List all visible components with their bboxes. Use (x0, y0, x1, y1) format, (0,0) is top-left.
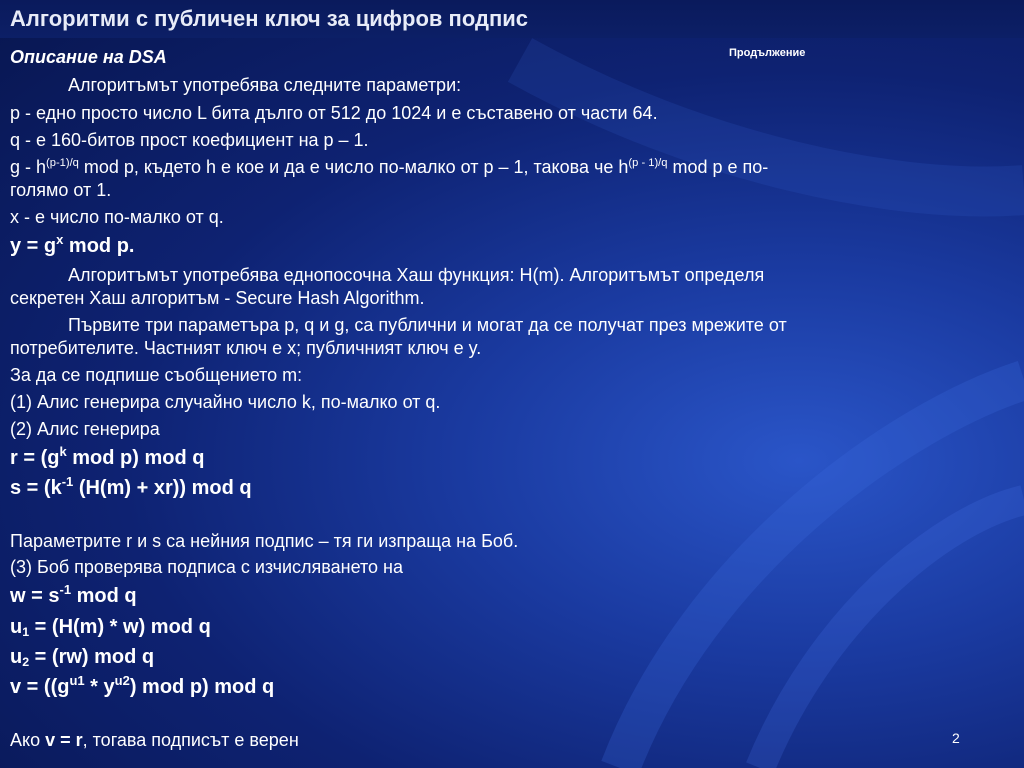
formula-s (10, 474, 252, 499)
text-line: x - е число по-малко от q. (10, 207, 224, 227)
subscript: 1 (22, 625, 30, 640)
formula-r (10, 444, 205, 469)
formula-fragment: (H(m) + xr)) mod q (73, 477, 252, 499)
bold-fragment: v = r (45, 730, 83, 750)
text-line: Първите три параметъра p, q и g, са публични и могат да се получат през мрежите от (68, 315, 787, 335)
formula-fragment: u (10, 616, 23, 638)
slide-subtitle: Описание на DSA (10, 47, 167, 67)
formula-fragment: y = g (10, 235, 57, 257)
formula-fragment: v = ((g (10, 676, 70, 698)
conclusion-line (10, 730, 299, 751)
text-line: (2) Алис генерира (10, 419, 160, 439)
exponent: (p-1)/q (46, 156, 79, 169)
formula-fragment: u (10, 646, 23, 668)
formula-fragment: ) mod p) mod q (129, 676, 275, 698)
continued-label: Продължение (729, 47, 806, 59)
text-line: (1) Алис генерира случайно число k, по-малко от q. (10, 392, 441, 412)
exponent: u1 (69, 673, 85, 689)
slide-title: Алгоритми с публичен ключ за цифров подпис (10, 6, 528, 31)
text-line-g-definition (10, 157, 768, 178)
formula-fragment: r = (g (10, 447, 60, 469)
text-line: Параметрите r и s са нейния подпис – тя ги изпраща на Боб. (10, 531, 519, 551)
text-line: p - едно просто число L бита дълго от 512 до 1024 и е съставено от части 64. (10, 103, 658, 123)
text-line: q - е 160-битов прост коефициент на p – 1. (10, 130, 369, 150)
text-line: За да се подпише съобщението m: (10, 365, 303, 385)
formula-fragment: = (rw) mod q (29, 646, 155, 668)
subscript: 2 (22, 655, 30, 670)
formula-fragment: s = (k (10, 477, 62, 499)
text-line: Алгоритъмът употребява следните параметри: (68, 75, 462, 95)
text-fragment: , тогава подписът е верен (82, 730, 299, 750)
exponent: x (56, 232, 64, 248)
formula-u2 (10, 647, 154, 668)
text-line: потребителите. Частният ключ е x; публичният ключ е y. (10, 338, 482, 358)
formula-fragment: = (H(m) * w) mod q (29, 616, 211, 638)
exponent: -1 (61, 474, 74, 490)
formula-fragment: w = s (10, 585, 60, 607)
formula-v (10, 673, 275, 698)
text-line: Алгоритъмът употребява еднопосочна Хаш функция: H(m). Алгоритъмът определя (68, 265, 765, 285)
exponent: (p - 1)/q (628, 156, 668, 169)
exponent: k (59, 444, 67, 460)
formula-u1 (10, 617, 211, 638)
formula-fragment: mod q (71, 585, 137, 607)
exponent: -1 (59, 582, 72, 598)
formula-fragment: mod p. (63, 235, 135, 257)
text-line: голямо от 1. (10, 180, 112, 200)
text-fragment: mod p, където h е кое и да е число по-малко от p – 1, такова че h (78, 157, 629, 177)
text-line: секретен Хаш алгоритъм - Secure Hash Algorithm. (10, 288, 425, 308)
exponent: u2 (114, 673, 130, 689)
text-line: (3) Боб проверява подписа с изчисляването на (10, 557, 404, 577)
text-fragment: g - h (10, 157, 47, 177)
text-fragment: mod p е по- (667, 157, 769, 177)
page-number: 2 (952, 730, 960, 746)
formula-fragment: * y (84, 676, 115, 698)
formula-w (10, 582, 137, 607)
formula-fragment: mod p) mod q (66, 447, 205, 469)
text-fragment: Ако (10, 730, 46, 750)
formula-y (10, 232, 135, 257)
